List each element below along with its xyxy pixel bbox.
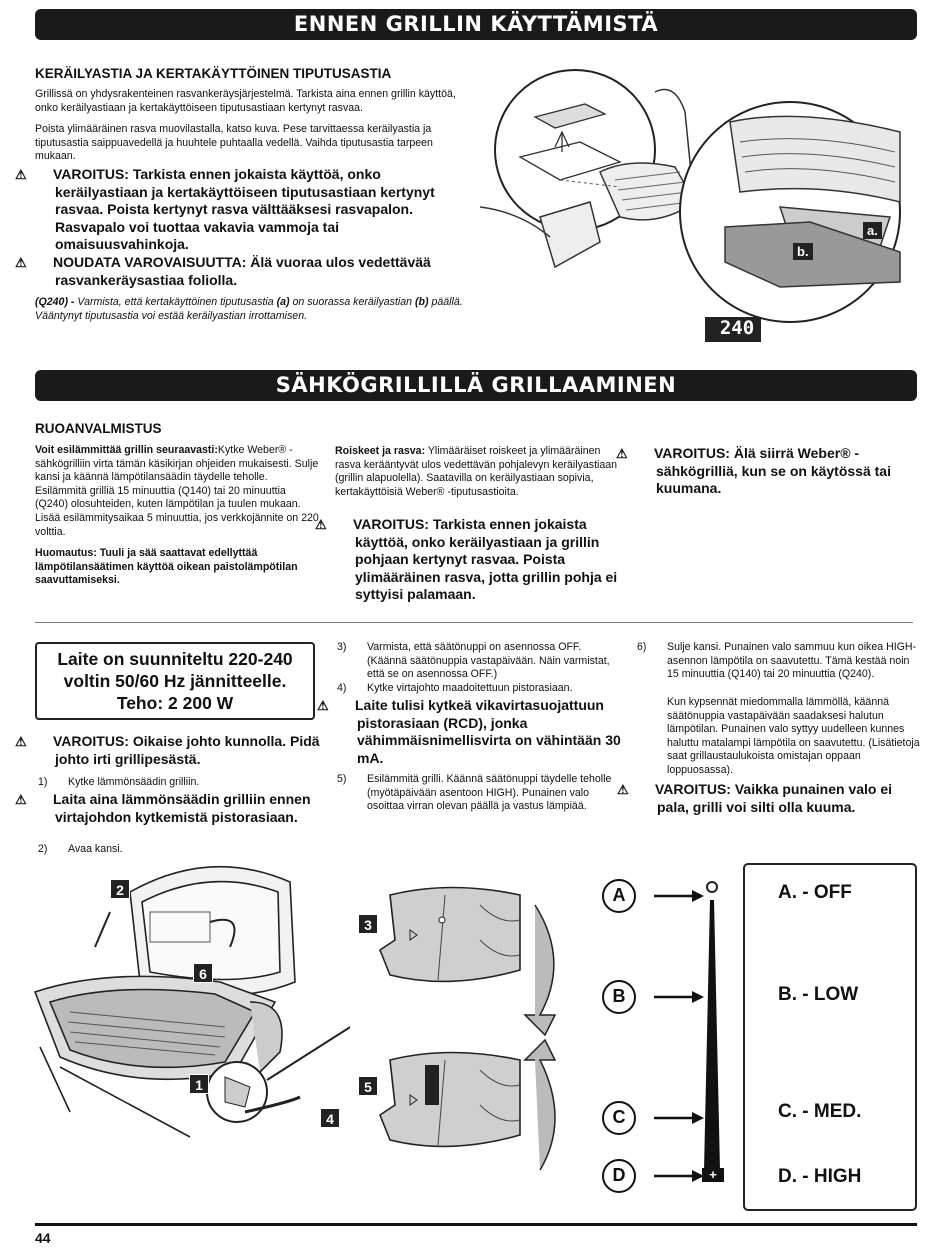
step-badge-4: 4 xyxy=(320,1108,340,1128)
warning-do-not-move xyxy=(616,445,921,498)
step-badge-5: 5 xyxy=(358,1076,378,1096)
note-text-b: on suorassa keräilyastian xyxy=(289,296,416,308)
note-label-b: (b) xyxy=(415,296,429,308)
temperature-scale xyxy=(600,870,740,1190)
warning-no-foil xyxy=(15,254,475,289)
step-5 xyxy=(337,773,622,814)
warning-rcd xyxy=(317,697,622,767)
step-text: Esilämmitä grilli. Käännä säätönuppi täydelle teholle (myötäpäivään asentoon HIGH). Punainen valo osoittaa virran olevan päällä ja vastus lämpiää. xyxy=(367,773,612,813)
spatter-paragraph xyxy=(335,445,620,499)
step-badge-3: 3 xyxy=(358,914,378,934)
warning-light xyxy=(617,781,922,816)
position-letter-b: B xyxy=(602,980,636,1014)
knob-off xyxy=(380,888,520,982)
position-letter-d: D xyxy=(602,1159,636,1193)
step-text: Varmista, että säätönuppi on asennossa OFF. (Käännä säätönuppia vastapäivään. Näin varmistat, että se on asennossa OFF.) xyxy=(367,641,610,681)
plus-sign: + xyxy=(709,1167,717,1182)
step-6 xyxy=(637,641,922,682)
footer-rule xyxy=(35,1223,917,1226)
step-4 xyxy=(337,682,622,696)
step-number: 2) xyxy=(38,843,48,855)
warning-light-text: VAROITUS: Vaikka punainen valo ei pala, grilli voi silti olla kuuma. xyxy=(655,781,893,815)
spatter-text: Ylimääräiset roiskeet ja ylimääräinen rasva kerääntyvät ulos vedettävän pohjalevyn keräilyastiaan (grillin alapuolella). Saatavilla on keräilyastiaan sopivia, kertakäyttöisiä Weber® -tiputusastioita. xyxy=(335,445,618,498)
step-number: 4) xyxy=(337,682,347,694)
warning-no-foil-text: NOUDATA VAROVAISUUTTA: Älä vuoraa ulos vedettävää rasvankeräysastiaa foliolla. xyxy=(53,254,431,288)
drip-pan-para2: Poista ylimääräinen rasva muovilastalla, katso kuva. Pese tarvittaessa keräilyastia ja tiputusastia saippuavedellä ja huuhtele puhtaalla vedellä. Vaihda tiputusastia tarpeen mukaan. xyxy=(35,123,433,163)
step-number: 6) xyxy=(637,641,647,653)
step-text: Avaa kansi. xyxy=(68,843,123,855)
warning-triangle-icon: ⚠ xyxy=(15,792,27,807)
step-badge-1: 1 xyxy=(189,1074,209,1094)
warning-rcd-text: Laite tulisi kytkeä vikavirtasuojattuun pistorasiaan (RCD), jonka vähimmäisnimellisvirta on vähintään 30 mA. xyxy=(355,697,621,766)
drip-pan-heading: KERÄILYASTIA JA KERTAKÄYTTÖINEN TIPUTUSASTIA xyxy=(35,66,392,81)
warning-grease-check-text: VAROITUS: Tarkista ennen jokaista käyttöä, onko keräilyastiaan ja kertakäyttöiseen tiputusastiaan kertynyt rasvaa. Poista kertynyt rasva välttääksesi rasvapalon. Rasvapalo voi tuottaa vakavia vammoja tai omaisuusvahinkoja. xyxy=(53,166,435,252)
step-number: 3) xyxy=(337,641,347,653)
step-text: Kytke virtajohto maadoitettuun pistorasiaan. xyxy=(367,682,573,694)
section-banner-grilling: SÄHKÖGRILLILLÄ GRILLAAMINEN xyxy=(35,370,917,401)
warning-triangle-icon: ⚠ xyxy=(15,255,27,270)
knob-illustrations xyxy=(370,880,590,1200)
note-label-a: (a) xyxy=(276,296,290,308)
warning-triangle-icon: ⚠ xyxy=(15,167,27,182)
wind-note: Huomautus: Tuuli ja sää saattavat edellyttää lämpötilansäätimen käyttöä oikean paistolämpötilan saavuttamiseksi. xyxy=(35,547,298,587)
preheat-lead: Voit esilämmittää grillin seuraavasti: xyxy=(35,444,218,456)
step-text: Sulje kansi. Punainen valo sammuu kun oikea HIGH-asennon lämpötila on saavutettu. Tämä kestää noin 15 minuuttia (Q140) tai 20 minuuttia (Q240). xyxy=(667,641,917,681)
step-number: 5) xyxy=(337,773,347,785)
grill-illustration xyxy=(30,852,350,1152)
image-label-b: b. xyxy=(793,243,813,260)
step-6-continued: Kun kypsennät miedommalla lämmöllä, käännä säätönuppia vastapäivään saadaksesi halutun lämpötilan. Punainen valo syttyy uudelleen kunnes haluttu matalampi lämpötila on saavutettu. (Lisätietoja saat grillaustaulukoista omistajan oppaan loppuosassa). xyxy=(667,696,920,776)
warning-regulator-text: Laita aina lämmönsäädin grilliin ennen virtajohdon kytkemistä pistorasiaan. xyxy=(53,791,311,825)
warning-cord-text: VAROITUS: Oikaise johto kunnolla. Pidä johto irti grillipesästä. xyxy=(53,733,320,767)
warning-triangle-icon: ⚠ xyxy=(617,782,629,797)
warning-triangle-icon: ⚠ xyxy=(315,517,327,532)
warning-regulator xyxy=(15,791,320,826)
legend-off: A. - OFF xyxy=(778,882,852,903)
note-text-end: päällä. Vääntynyt tiputusastia voi estää keräilyastian irrottamisen. xyxy=(35,296,463,322)
voltage-box: Laite on suunniteltu 220-240 voltin 50/60 Hz jännitteelle. Teho: 2 200 W xyxy=(35,642,315,720)
step-1 xyxy=(38,776,323,790)
q240-drip-pan-note xyxy=(35,296,475,323)
preheat-text: Kytke Weber® -sähkögrilliin virta tämän käsikirjan ohjeiden mukaisesti. Sulje kansi ja käännä lämpötilansäädin täydelle teholle. Esilämmitä grilliä 15 minuuttia (Q140) tai 20 minuuttia (Q240) olosuhteiden, kuten lämpötilan ja tuulen mukaan. Lisää esilämmitysaikaa 5 minuuttia, jos verkkojännite on 220 volttia. xyxy=(35,444,319,538)
step-number: 1) xyxy=(38,776,48,788)
warning-grease-check xyxy=(15,166,475,254)
note-text-a: Varmista, että kertakäyttöinen tiputusastia xyxy=(74,296,277,308)
legend-box xyxy=(743,863,917,1211)
step-text: Kytke lämmönsäädin grilliin. xyxy=(68,776,200,788)
legend-med: C. - MED. xyxy=(778,1101,862,1122)
step-badge-6: 6 xyxy=(193,963,213,983)
position-letter-c: C xyxy=(602,1101,636,1135)
warning-do-not-move-text: VAROITUS: Älä siirrä Weber® -sähkögrilliä, kun se on käytössä tai kuumana. xyxy=(654,445,891,496)
warning-grease-base xyxy=(315,516,620,604)
step-3 xyxy=(337,641,622,682)
warning-cord xyxy=(15,733,320,768)
knob-high xyxy=(380,1053,520,1147)
position-letter-a: A xyxy=(602,879,636,913)
step-badge-2: 2 xyxy=(110,879,130,899)
section-divider xyxy=(35,622,913,623)
preheat-paragraph xyxy=(35,444,320,539)
image-label-a: a. xyxy=(863,222,882,239)
section-banner-before-use: ENNEN GRILLIN KÄYTTÄMISTÄ xyxy=(35,9,917,40)
note-model: (Q240) - xyxy=(35,296,75,308)
legend-low: B. - LOW xyxy=(778,984,859,1005)
warning-triangle-icon: ⚠ xyxy=(317,698,329,713)
page-number: 44 xyxy=(35,1230,51,1246)
warning-triangle-icon: ⚠ xyxy=(15,734,27,749)
legend-high: D. - HIGH xyxy=(778,1166,862,1187)
warning-triangle-icon: ⚠ xyxy=(616,446,628,461)
drip-pan-para1: Grillissä on yhdysrakenteinen rasvankeräysjärjestelmä. Tarkista aina ennen grillin käyttöä, onko keräilyastiaan ja kertakäyttöiseen tiputusastiaan kertynyt rasvaa. xyxy=(35,88,456,114)
model-badge: 240 xyxy=(719,317,755,339)
warning-grease-base-text: VAROITUS: Tarkista ennen jokaista käyttöä, onko keräilyastiaan ja grillin pohjaan kertynyt rasvaa. Poista ylimääräinen rasva, jotta grillin pohja ei syttyisi palamaan. xyxy=(353,516,618,602)
drip-pan-illustration xyxy=(480,52,920,342)
cooking-heading: RUOANVALMISTUS xyxy=(35,421,162,436)
spatter-lead: Roiskeet ja rasva: xyxy=(335,445,426,457)
